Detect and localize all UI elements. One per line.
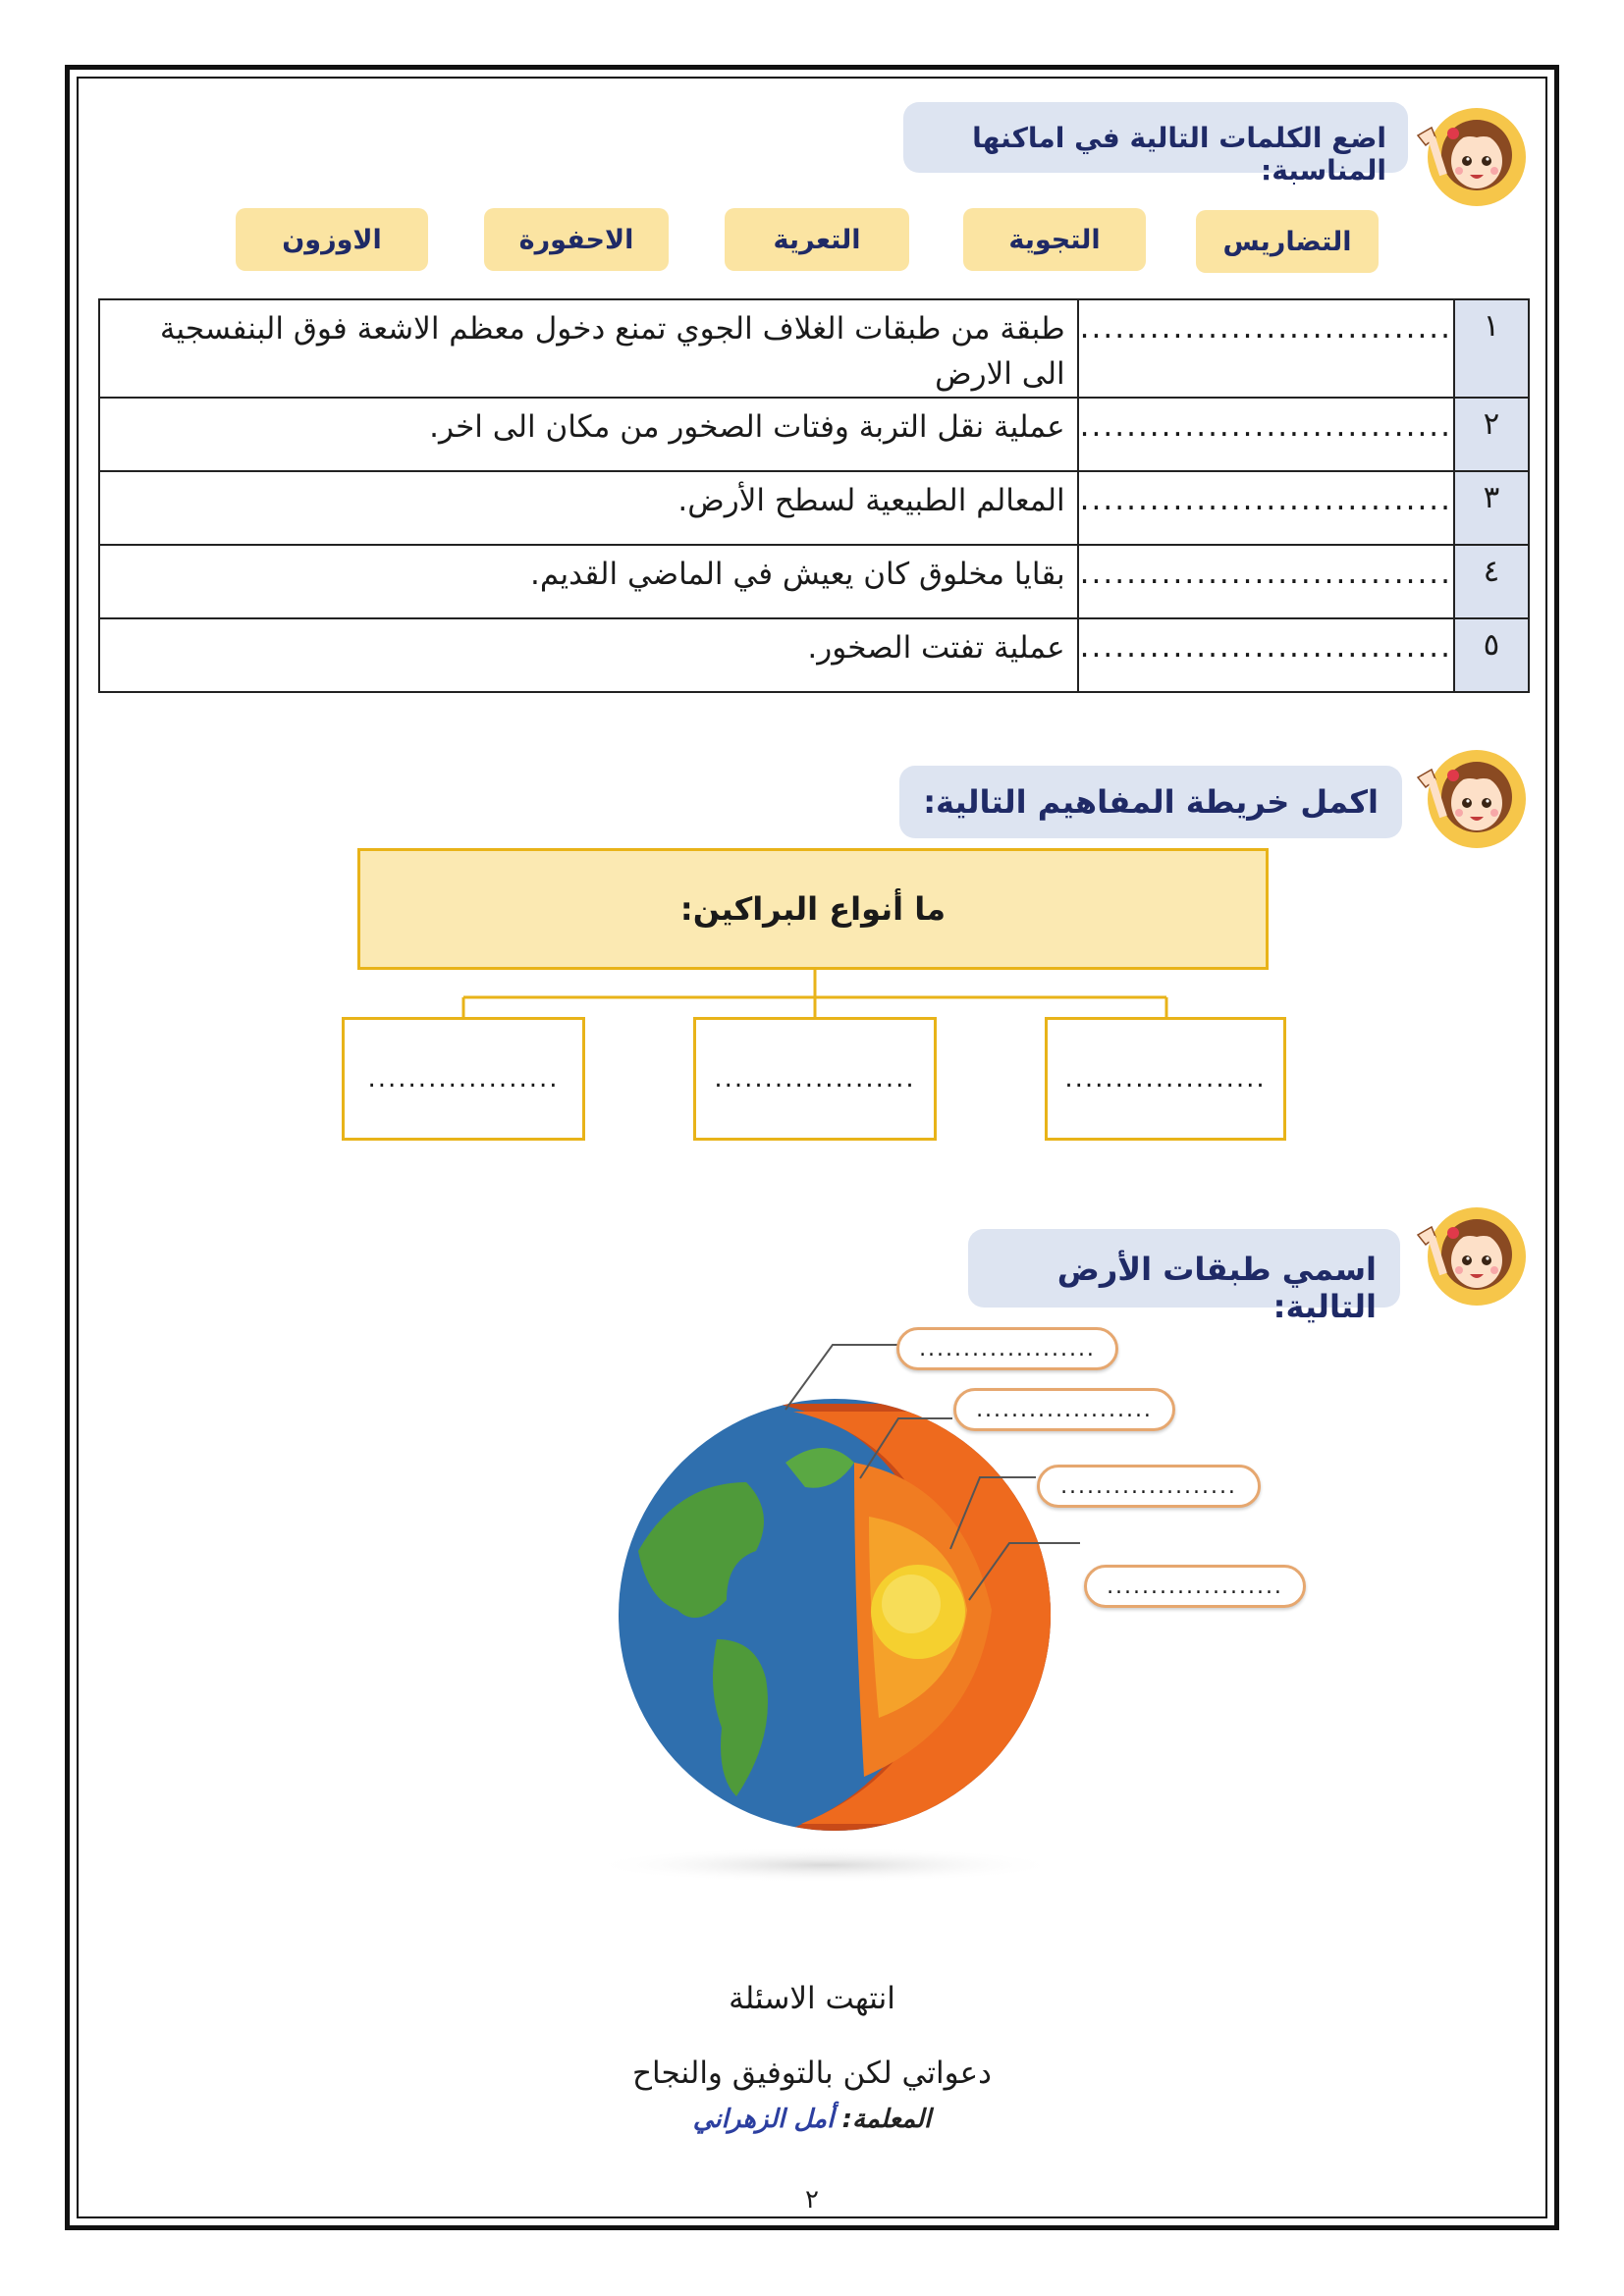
answer-blank[interactable]: ................................ [1078,299,1454,398]
row-text: عملية تفتت الصخور. [99,618,1078,692]
row-text: عملية نقل التربة وفتات الصخور من مكان الى اخر. [99,398,1078,471]
section2-title: اكمل خريطة المفاهيم التالية: [899,766,1402,838]
section1-title: اضع الكلمات التالية في اماكنها المناسبة: [903,102,1408,173]
row-text: طبقة من طبقات الغلاف الجوي تمنع دخول معظم الاشعة فوق البنفسجية الى الارض [99,299,1078,398]
row-number: ٣ [1454,471,1529,545]
table-row [99,398,1529,471]
row-number: ١ [1454,299,1529,398]
row-number: ٥ [1454,618,1529,692]
word-chip-5: الاوزون [236,208,428,271]
word-chip-2: التجوية [963,208,1146,271]
girl-pointing-icon [1414,98,1527,211]
teacher-signature [0,2105,1624,2134]
end-of-questions: انتهت الاسئلة [729,1981,895,2016]
concept-blank-right[interactable]: .................... [1045,1017,1286,1141]
wishes-text: دعواتي لكن بالتوفيق والنجاح [632,2056,992,2091]
earth-layer-blank-3[interactable]: .................... [1037,1465,1261,1508]
table-row [99,618,1529,692]
row-text: بقايا مخلوق كان يعيش في الماضي القديم. [99,545,1078,618]
row-number: ٢ [1454,398,1529,471]
girl-pointing-icon [1414,740,1527,853]
table-row [99,299,1529,398]
fill-in-table [98,298,1530,693]
section3-title: اسمي طبقات الأرض التالية: [968,1229,1400,1308]
earth-layer-blank-2[interactable]: .................... [953,1388,1175,1431]
concept-map-connectors [452,970,1178,1019]
answer-blank[interactable]: ................................ [1078,618,1454,692]
girl-pointing-icon [1414,1198,1527,1310]
table-row [99,471,1529,545]
word-chip-1: التضاريس [1196,210,1379,273]
concept-blank-middle[interactable]: .................... [693,1017,937,1141]
concept-blank-left[interactable]: ................... [342,1017,585,1141]
table-row [99,545,1529,618]
answer-blank[interactable]: ................................ [1078,545,1454,618]
earth-layer-blank-4[interactable]: .................... [1084,1565,1306,1608]
row-text: المعالم الطبيعية لسطح الأرض. [99,471,1078,545]
answer-blank[interactable]: ................................ [1078,471,1454,545]
answer-blank[interactable]: ................................ [1078,398,1454,471]
teacher-name: أمل الزهراني [692,2105,835,2134]
earth-layer-blank-1[interactable]: .................... [896,1327,1118,1370]
concept-map-question: ما أنواع البراكين: [357,848,1269,970]
page-number: ٢ [805,2185,819,2215]
teacher-label: المعلمة: [841,2105,932,2134]
word-chip-3: التعرية [725,208,909,271]
word-chip-4: الاحفورة [484,208,669,271]
row-number: ٤ [1454,545,1529,618]
